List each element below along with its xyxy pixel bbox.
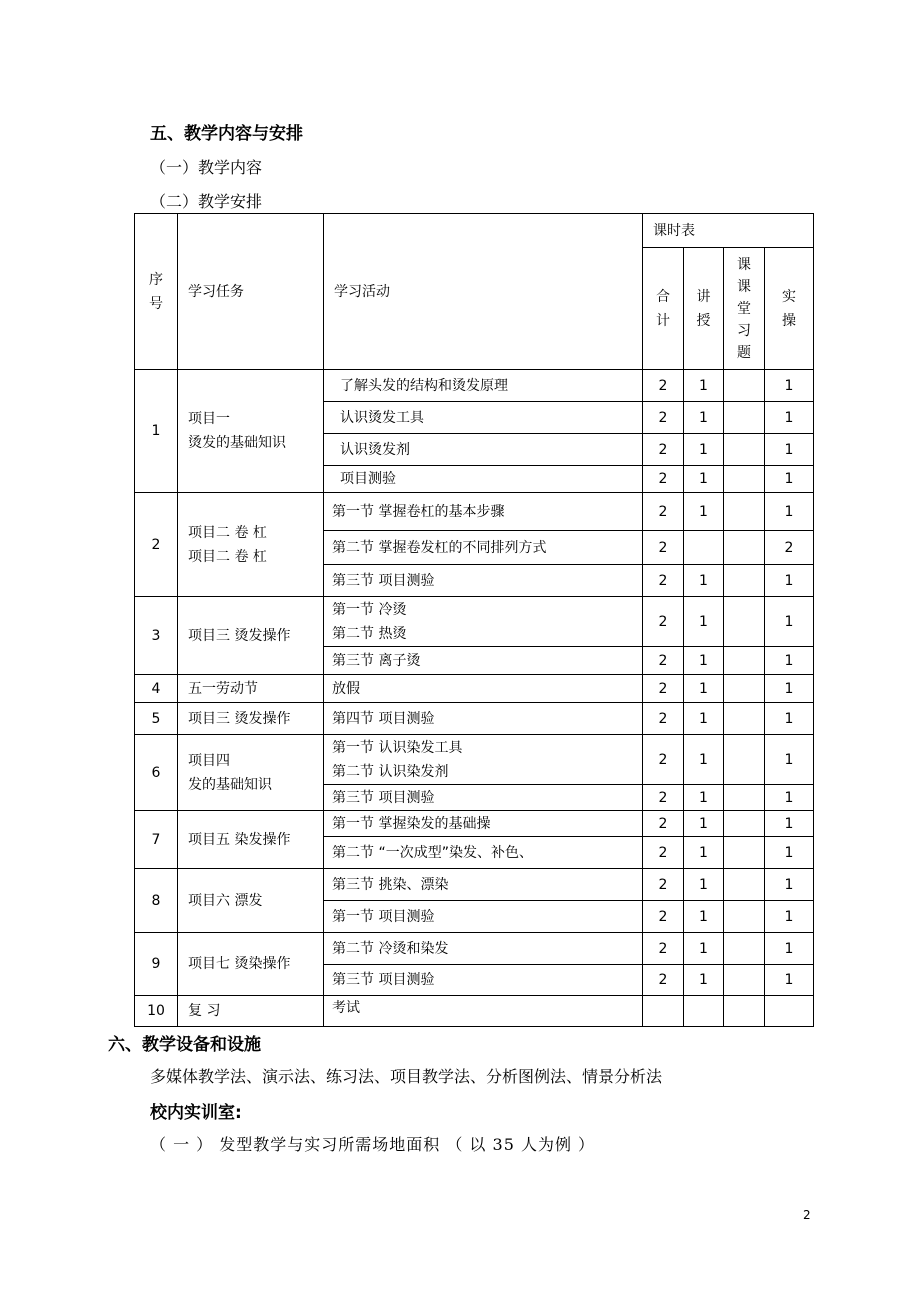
total-hours-cell: 2: [643, 597, 684, 647]
practice-hours-cell: 1: [765, 811, 814, 837]
exercise-hours-cell: [724, 703, 765, 735]
teaching-methods: 多媒体教学法、演示法、练习法、项目教学法、分析图例法、情景分析法: [150, 1067, 663, 1086]
header-total-char: 合: [656, 288, 670, 305]
task-cell: [178, 370, 324, 493]
practice-hours-cell: 1: [765, 735, 814, 785]
exercise-hours-cell: [724, 735, 765, 785]
exercise-hours-cell: [724, 434, 765, 466]
activity-line: 第三节 项目测验: [332, 972, 435, 988]
seq-cell: 1: [135, 370, 178, 493]
task-line: 项目一: [188, 411, 230, 427]
lecture-hours-cell: 1: [684, 703, 724, 735]
seq-cell: 6: [135, 735, 178, 811]
practice-hours-cell: 1: [765, 647, 814, 675]
practice-hours-cell: 1: [765, 370, 814, 402]
table-row: [135, 493, 814, 531]
practice-hours-cell: 1: [765, 675, 814, 703]
exercise-hours-cell: [724, 531, 765, 565]
table-row: [135, 703, 814, 735]
lecture-hours-cell: 1: [684, 869, 724, 901]
practice-hours-cell: 1: [765, 597, 814, 647]
table-row: [135, 597, 814, 647]
lecture-hours-cell: 1: [684, 735, 724, 785]
header-hours: 课时表: [643, 214, 814, 248]
total-hours-cell: 2: [643, 675, 684, 703]
practice-hours-cell: 1: [765, 933, 814, 965]
total-hours-cell: 2: [643, 785, 684, 811]
header-task: 学习任务: [178, 214, 324, 370]
seq-cell: 4: [135, 675, 178, 703]
task-line: 发的基础知识: [188, 776, 272, 793]
activity-line: 认识烫发剂: [340, 441, 410, 458]
lecture-hours-cell: 1: [684, 837, 724, 869]
total-hours-cell: 2: [643, 493, 684, 531]
exercise-hours-cell: [724, 933, 765, 965]
campus-training-room-label: 校内实训室:: [150, 1103, 242, 1123]
task-cell: [178, 933, 324, 996]
practice-hours-cell: 1: [765, 869, 814, 901]
practice-hours-cell: 1: [765, 901, 814, 933]
seq-cell: 10: [135, 996, 178, 1027]
exercise-hours-cell: [724, 785, 765, 811]
header-lecture-char: 讲: [696, 288, 711, 305]
exercise-hours-cell: [724, 493, 765, 531]
exercise-hours-cell: [724, 597, 765, 647]
exercise-hours-cell: [724, 869, 765, 901]
practice-hours-cell: 1: [765, 785, 814, 811]
activity-line: 项目测验: [340, 471, 396, 487]
task-line: 五一劳动节: [188, 680, 258, 697]
seq-cell: 9: [135, 933, 178, 996]
task-line: 项目三 烫发操作: [188, 710, 291, 727]
total-hours-cell: 2: [643, 933, 684, 965]
total-hours-cell: 2: [643, 965, 684, 996]
lecture-hours-cell: [684, 996, 724, 1027]
task-line: 项目二 卷 杠: [188, 524, 267, 541]
table-row: [135, 933, 814, 965]
exercise-hours-cell: [724, 901, 765, 933]
exercise-hours-cell: [724, 811, 765, 837]
seq-cell: 5: [135, 703, 178, 735]
total-hours-cell: 2: [643, 869, 684, 901]
activity-line: 了解头发的结构和烫发原理: [340, 377, 508, 394]
activity-cell: [324, 434, 643, 466]
activity-cell: [324, 735, 643, 785]
activity-cell: [324, 785, 643, 811]
task-cell: [178, 996, 324, 1027]
activity-cell: [324, 493, 643, 531]
lecture-hours-cell: 1: [684, 901, 724, 933]
practice-hours-cell: 2: [765, 531, 814, 565]
exercise-hours-cell: [724, 996, 765, 1027]
activity-line: 认识烫发工具: [340, 409, 424, 426]
lecture-hours-cell: 1: [684, 402, 724, 434]
task-cell: [178, 869, 324, 933]
activity-line: 考试: [332, 1000, 360, 1016]
lecture-hours-cell: 1: [684, 565, 724, 597]
exercise-hours-cell: [724, 965, 765, 996]
activity-line: 第一节 认识染发工具: [332, 739, 463, 756]
header-exercise-char: 题: [737, 344, 751, 361]
activity-line: 第一节 掌握染发的基础操: [332, 815, 491, 832]
total-hours-cell: 2: [643, 370, 684, 402]
lecture-hours-cell: 1: [684, 466, 724, 493]
schedule-table: [134, 213, 814, 1027]
activity-cell: [324, 647, 643, 675]
task-line: 复 习: [188, 1003, 221, 1019]
total-hours-cell: 2: [643, 703, 684, 735]
activity-cell: [324, 402, 643, 434]
lecture-hours-cell: 1: [684, 965, 724, 996]
task-line: 项目二 卷 杠: [188, 548, 267, 565]
activity-cell: [324, 370, 643, 402]
site-area-note: （ 一 ） 发型教学与实习所需场地面积 （ 以 35 人为例 ）: [150, 1135, 596, 1154]
exercise-hours-cell: [724, 675, 765, 703]
table-row: [135, 735, 814, 785]
exercise-hours-cell: [724, 402, 765, 434]
activity-cell: [324, 996, 643, 1027]
header-exercise-char: 课: [737, 278, 751, 295]
activity-line: 放假: [332, 680, 360, 697]
table-row: [135, 996, 814, 1027]
task-line: 项目五 染发操作: [188, 831, 291, 848]
header-activity: 学习活动: [324, 214, 643, 370]
total-hours-cell: 2: [643, 565, 684, 597]
activity-cell: [324, 933, 643, 965]
task-cell: [178, 811, 324, 869]
practice-hours-cell: 1: [765, 565, 814, 597]
task-line: 项目三 烫发操作: [188, 627, 291, 644]
seq-cell: 3: [135, 597, 178, 675]
total-hours-cell: [643, 996, 684, 1027]
exercise-hours-cell: [724, 466, 765, 493]
activity-line: 第一节 掌握卷杠的基本步骤: [332, 503, 505, 520]
activity-cell: [324, 466, 643, 493]
header-exercise-char: 习: [737, 322, 751, 339]
exercise-hours-cell: [724, 647, 765, 675]
activity-cell: [324, 597, 643, 647]
task-line: 项目七 烫染操作: [188, 956, 291, 972]
header-practice-char: 操: [782, 312, 796, 329]
practice-hours-cell: 1: [765, 493, 814, 531]
activity-cell: [324, 901, 643, 933]
activity-line: 第三节 挑染、漂染: [332, 876, 449, 893]
lecture-hours-cell: 1: [684, 370, 724, 402]
practice-hours-cell: 1: [765, 965, 814, 996]
total-hours-cell: 2: [643, 531, 684, 565]
activity-line: 第三节 离子烫: [332, 652, 421, 669]
seq-cell: 2: [135, 493, 178, 597]
task-cell: [178, 735, 324, 811]
section-6-title: 六、教学设备和设施: [108, 1035, 261, 1055]
activity-line: 第三节 项目测验: [332, 572, 435, 589]
activity-cell: [324, 811, 643, 837]
activity-line: 第二节 掌握卷发杠的不同排列方式: [332, 539, 547, 556]
total-hours-cell: 2: [643, 402, 684, 434]
task-line: 烫发的基础知识: [188, 435, 286, 451]
header-seq-char: 号: [149, 295, 163, 312]
activity-line: 第二节 “一次成型”染发、补色、: [332, 844, 533, 861]
header-lecture-char: 授: [696, 312, 711, 329]
subsection-teaching-schedule: （二）教学安排: [150, 192, 263, 211]
activity-line: 第一节 项目测验: [332, 908, 435, 925]
header-practice-char: 实: [782, 288, 796, 305]
lecture-hours-cell: 1: [684, 493, 724, 531]
page-number: 2: [803, 1208, 811, 1222]
practice-hours-cell: 1: [765, 837, 814, 869]
exercise-hours-cell: [724, 565, 765, 597]
header-exercise-char: 堂: [737, 300, 751, 317]
task-cell: [178, 597, 324, 675]
header-exercise-char: 课: [737, 256, 751, 273]
lecture-hours-cell: 1: [684, 785, 724, 811]
seq-cell: 7: [135, 811, 178, 869]
practice-hours-cell: [765, 996, 814, 1027]
header-lecture: [684, 248, 724, 370]
activity-line: 第四节 项目测验: [332, 710, 435, 727]
total-hours-cell: 2: [643, 735, 684, 785]
header-practice: [765, 248, 814, 370]
task-line: 项目六 漂发: [188, 892, 263, 909]
lecture-hours-cell: 1: [684, 811, 724, 837]
header-row: [135, 214, 814, 248]
activity-cell: [324, 531, 643, 565]
table-row: [135, 370, 814, 402]
exercise-hours-cell: [724, 370, 765, 402]
activity-cell: [324, 869, 643, 901]
task-cell: [178, 493, 324, 597]
lecture-hours-cell: 1: [684, 675, 724, 703]
practice-hours-cell: 1: [765, 466, 814, 493]
header-exercise: [724, 248, 765, 370]
lecture-hours-cell: 1: [684, 933, 724, 965]
activity-cell: [324, 565, 643, 597]
total-hours-cell: 2: [643, 466, 684, 493]
activity-line: 第二节 冷烫和染发: [332, 940, 449, 957]
activity-cell: [324, 965, 643, 996]
activity-line: 第三节 项目测验: [332, 789, 435, 806]
total-hours-cell: 2: [643, 901, 684, 933]
lecture-hours-cell: [684, 531, 724, 565]
header-seq: [135, 214, 178, 370]
activity-line: 第一节 冷烫: [332, 601, 407, 618]
practice-hours-cell: 1: [765, 434, 814, 466]
task-cell: [178, 675, 324, 703]
task-cell: [178, 703, 324, 735]
lecture-hours-cell: 1: [684, 647, 724, 675]
task-line: 项目四: [188, 752, 230, 769]
total-hours-cell: 2: [643, 647, 684, 675]
practice-hours-cell: 1: [765, 703, 814, 735]
lecture-hours-cell: 1: [684, 434, 724, 466]
activity-cell: [324, 837, 643, 869]
activity-cell: [324, 703, 643, 735]
section-5-title: 五、教学内容与安排: [150, 124, 303, 144]
header-seq-char: 序: [149, 271, 163, 288]
activity-cell: [324, 675, 643, 703]
header-total-char: 计: [656, 312, 670, 329]
activity-line: 第二节 热烫: [332, 625, 407, 642]
seq-cell: 8: [135, 869, 178, 933]
lecture-hours-cell: 1: [684, 597, 724, 647]
table-row: [135, 869, 814, 901]
practice-hours-cell: 1: [765, 402, 814, 434]
header-total: [643, 248, 684, 370]
exercise-hours-cell: [724, 837, 765, 869]
total-hours-cell: 2: [643, 811, 684, 837]
total-hours-cell: 2: [643, 837, 684, 869]
activity-line: 第二节 认识染发剂: [332, 763, 449, 780]
table-row: [135, 675, 814, 703]
subsection-teaching-content: （一）教学内容: [150, 158, 263, 177]
total-hours-cell: 2: [643, 434, 684, 466]
table-row: [135, 811, 814, 837]
